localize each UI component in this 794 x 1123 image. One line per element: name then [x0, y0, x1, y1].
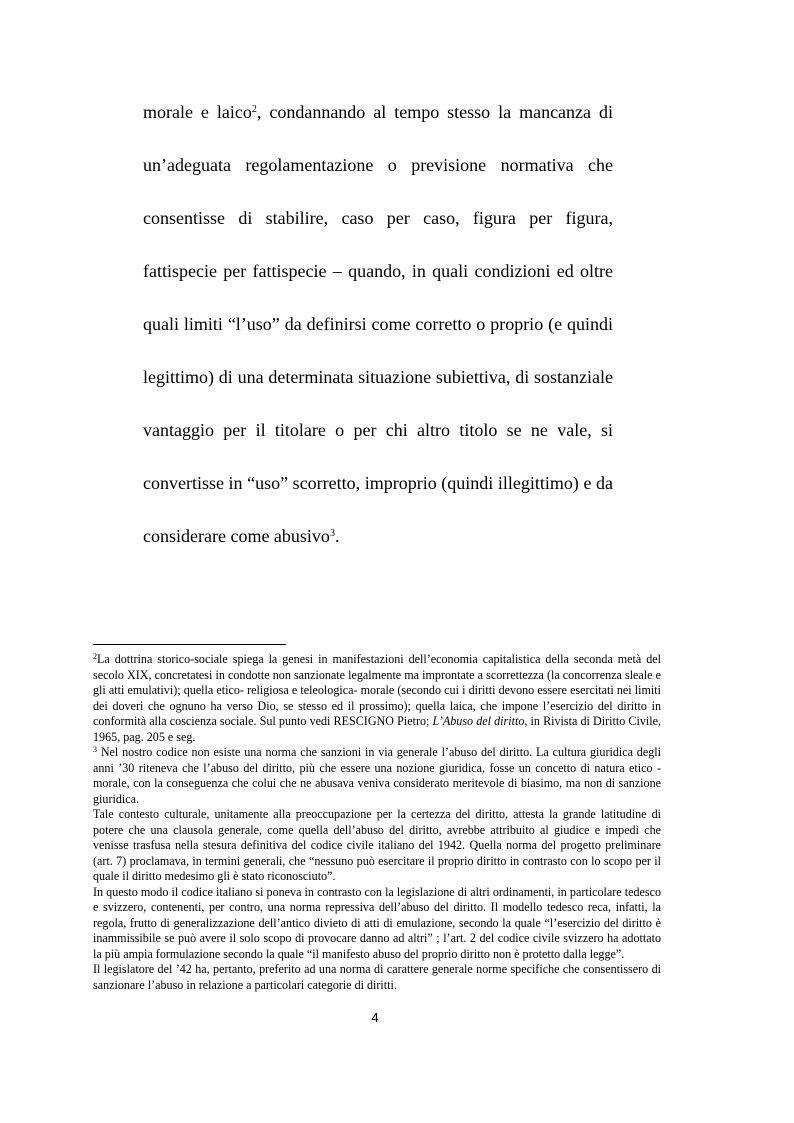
- footnote-2-text-a: La dottrina storico-sociale spiega la genesi in manifestazioni dell’economia capitalistica della seconda metà del secolo XIX, concretatesi in condotte non sanzionate legalmente ma improntate a scorrettezza (la concorrenza sleale e gli atti emulativi); quella etico- religiosa e teleologica- morale (secondo cui i diritti devono essere esercitati nei limiti dei doveri che ognuno ha verso Dio, se stesso ed il prossimo); quella laica, che impone l’esercizio del diritto in conformità alla coscienza sociale. Sul punto vedi RESCIGNO Pietro;: [93, 652, 661, 728]
- footnote-3-paragraph-2: Tale contesto culturale, unitamente alla preoccupazione per la certezza del diritto, attesta la grande latitudine di potere che una clausola generale, come quella dell’abuso del diritto, avrebbe attribuito al giudice e impedì che venisse trasfusa nella stesura definitiva del codice civile italiano del 1942. Quella norma del progetto preliminare (art. 7) proclamava, in termini generali, che “nessuno può esercitare il proprio diritto in contrasto con lo scopo per il quale il diritto medesimo gli è stato riconosciuto”.: [93, 807, 661, 883]
- footnote-2: [93, 652, 661, 745]
- body-text-part1: morale e laico: [143, 102, 252, 122]
- footnote-2-number: 2: [93, 652, 97, 661]
- footnote-3: [93, 745, 661, 807]
- footnote-2-cited-title: L’Abuso del diritto: [432, 714, 525, 728]
- footnote-2-text-b: , in Rivista di Diritto Civile, 1965, pag. 205 e seg.: [93, 714, 661, 744]
- body-paragraph: [143, 86, 613, 563]
- footnote-ref-3[interactable]: 3: [329, 528, 335, 539]
- footnote-ref-2[interactable]: 2: [251, 104, 257, 115]
- page-number: 4: [371, 1010, 379, 1025]
- footnote-3-number: 3: [93, 745, 97, 754]
- footnote-separator: [93, 644, 286, 645]
- footnote-3-paragraph-3: In questo modo il codice italiano si poneva in contrasto con la legislazione di altri ordinamenti, in particolare tedesco e svizzero, contenenti, per contro, una norma repressiva dell’abuso del diritto. Il modello tedesco reca, infatti, la regola, frutto di generalizzazione dell’antico divieto di atti di emulazione, secondo la quale “l’esercizio del diritto è inammissibile se può avere il solo scopo di provocare danno ad altri” ; l’art. 2 del codice civile svizzero ha adottato la più ampia formulazione secondo la quale “il manifesto abuso del proprio diritto non è protetto dalla legge”.: [93, 884, 661, 961]
- body-text-part2: , condannando al tempo stesso la mancanza di un’adeguata regolamentazione o previsione normativa che consentisse di stabilire, caso per caso, figura per figura, fattispecie per fattispecie – quando, in quali condizioni ed oltre quali limiti “l’uso” da definirsi come corretto o proprio (e quindi legittimo) di una determinata situazione subiettiva, di sostanziale vantaggio per il titolare o per chi altro titolo se ne vale, si convertisse in “uso” scorretto, improprio (quindi illegittimo) e da considerare come abusivo: [143, 102, 613, 546]
- footnote-3-paragraph-4: Il legislatore del ’42 ha, pertanto, preferito ad una norma di carattere generale norme specifiche che consentissero di sanzionare l’abuso in relazione a particolari categorie di diritti.: [93, 962, 661, 992]
- footnote-3-paragraph-1: Nel nostro codice non esiste una norma che sanzioni in via generale l’abuso del diritto. La cultura giuridica degli anni ’30 riteneva che l’abuso del diritto, più che essere una nozione giuridica, fosse un concetto di natura etico - morale, con la conseguenza che colui che ne abusava veniva considerato meritevole di biasimo, ma non di sanzione giuridica.: [93, 745, 661, 806]
- footnotes: [93, 652, 661, 993]
- body-text-part3: .: [334, 526, 340, 546]
